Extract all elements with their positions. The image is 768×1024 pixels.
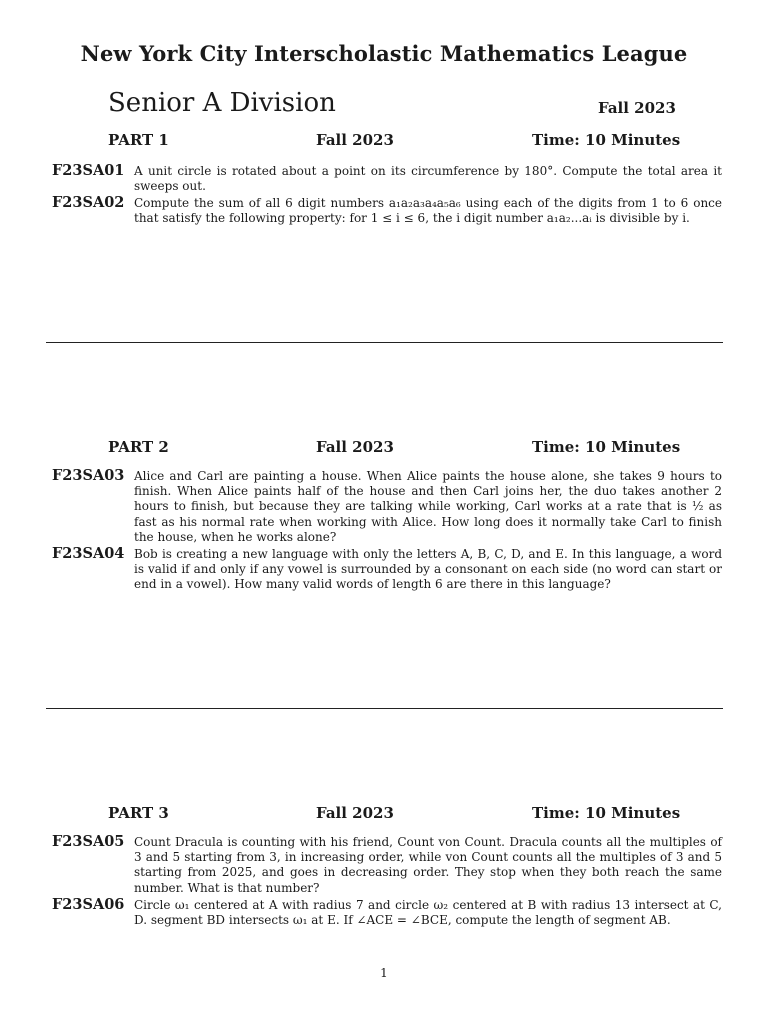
part-name: PART 2: [108, 438, 169, 456]
problem-id: F23SA03: [52, 467, 125, 484]
problem-text: Alice and Carl are painting a house. When Alice paints the house alone, she takes 9 hours to finish. When Alice paints half of the house and then Carl joins her, the duo takes another 2 hours to finish, but because they are talking while working, Carl works at a rate that is ½ as fast as his normal rate when working with Alice. How long does it normally take Carl to finish the house, when he works alone?: [134, 469, 722, 544]
page-number: 1: [380, 966, 388, 980]
problem-text: A unit circle is rotated about a point on its circumference by 180°. Compute the total area it sweeps out.: [134, 164, 722, 194]
section-divider: [46, 708, 723, 709]
part-time: Time: 10 Minutes: [532, 438, 681, 456]
problem-text: Bob is creating a new language with only the letters A, B, C, D, and E. In this language, a word is valid if and only if any vowel is surrounded by a consonant on each side (no word can start or end in a vowel). How many valid words of length 6 are there in this language?: [134, 547, 722, 592]
problem-id: F23SA02: [52, 194, 125, 211]
part-name: PART 1: [108, 131, 169, 149]
problem-text: Compute the sum of all 6 digit numbers a₁a₂a₃a₄a₅a₆ using each of the digits from 1 to 6 once that satisfy the following property: for 1 ≤ i ≤ 6, the i digit number a₁a₂...aᵢ is divisible by i.: [134, 196, 722, 226]
part-time: Time: 10 Minutes: [532, 804, 681, 822]
league-title: New York City Interscholastic Mathematics League: [80, 41, 688, 66]
problem-text: Circle ω₁ centered at A with radius 7 and circle ω₂ centered at B with radius 13 intersect at C, D. segment BD intersects ω₁ at E. If ∠ACE = ∠BCE, compute the length of segment AB.: [134, 898, 722, 928]
section-divider: [46, 342, 723, 343]
problem-id: F23SA06: [52, 896, 125, 913]
part-name: PART 3: [108, 804, 169, 822]
season-label: Fall 2023: [598, 99, 676, 117]
part-term: Fall 2023: [316, 438, 394, 456]
problem-id: F23SA05: [52, 833, 125, 850]
part-3-header: [0, 804, 768, 826]
part-time: Time: 10 Minutes: [532, 131, 681, 149]
part-1-header: [0, 131, 768, 153]
problem-id: F23SA01: [52, 162, 125, 179]
part-term: Fall 2023: [316, 131, 394, 149]
problem-id: F23SA04: [52, 545, 125, 562]
problem-text: Count Dracula is counting with his friend, Count von Count. Dracula counts all the multiples of 3 and 5 starting from 3, in increasing order, while von Count counts all the multiples of 3 and 5 starting from 2025, and goes in decreasing order. They stop when they both reach the same number. What is that number?: [134, 835, 722, 895]
part-2-header: [0, 438, 768, 460]
division-title: Senior A Division: [108, 88, 336, 118]
part-term: Fall 2023: [316, 804, 394, 822]
